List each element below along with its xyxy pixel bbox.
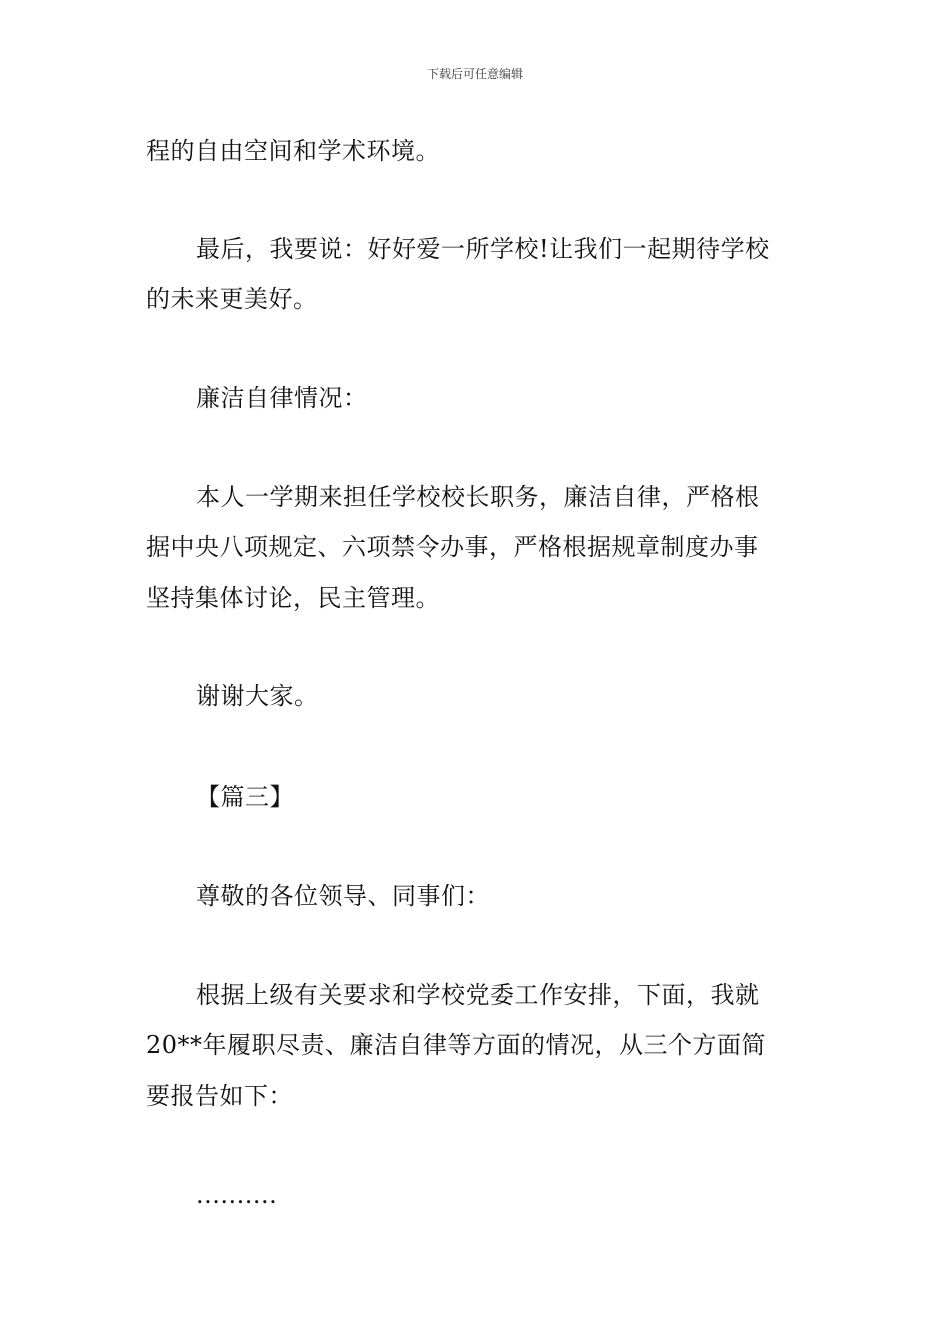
paragraph-line: 本人一学期来担任学校校长职务，廉洁自律，严格根 (196, 483, 760, 511)
closing-line: 谢谢大家。 (196, 682, 319, 710)
page-header-note: 下载后可任意编辑 (426, 67, 523, 81)
paragraph-line: 程的自由空间和学术环境。 (146, 137, 440, 165)
paragraph-line: 据中央八项规定、六项禁令办事，严格根据规章制度办事 (146, 533, 759, 561)
paragraph-line: 根据上级有关要求和学校党委工作安排，下面，我就 (196, 981, 760, 1009)
section-heading: 【篇三】 (196, 783, 294, 811)
paragraph-line: 最后，我要说：好好爱一所学校!让我们一起期待学校 (196, 235, 770, 263)
paragraph-line: 20**年履职尽责、廉洁自律等方面的情况，从三个方面简 (146, 1031, 767, 1059)
paragraph-line: 坚持集体讨论，民主管理。 (146, 584, 440, 612)
salutation-line: 尊敬的各位领导、同事们： (196, 882, 490, 910)
section-label: 廉洁自律情况： (196, 384, 368, 412)
ellipsis-line: .......... (196, 1181, 278, 1209)
paragraph-line: 的未来更美好。 (146, 285, 318, 313)
paragraph-line: 要报告如下： (146, 1082, 293, 1110)
